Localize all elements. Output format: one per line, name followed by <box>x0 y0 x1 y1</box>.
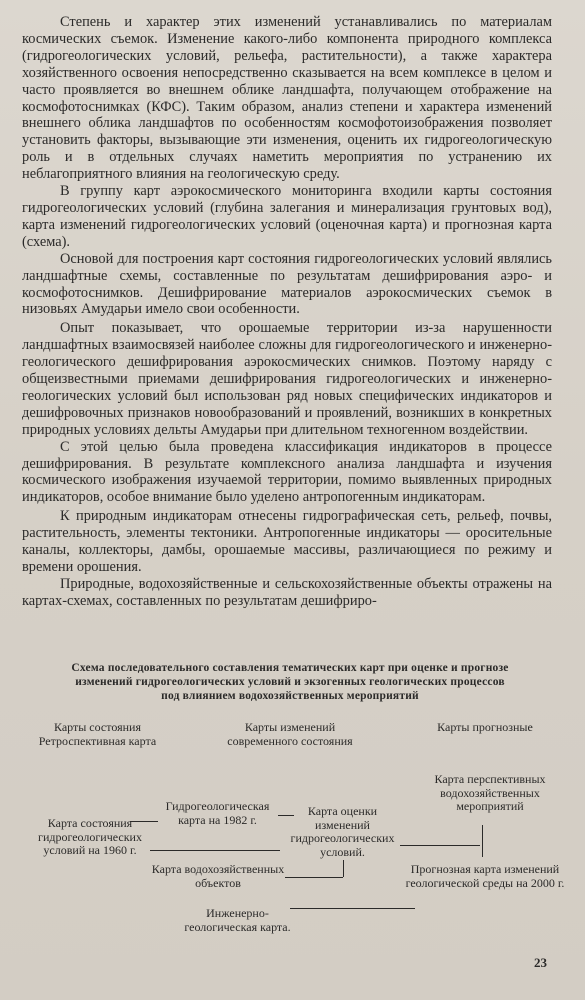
box-state-1960: Карта состояния гидрогеологических условий на 1960 г. <box>38 816 142 857</box>
paragraph-4: Опыт показывает, что орошаемые территории из-за нарушенности ландшафтных взаимосвязей наиболее сложны для гидрогеологического и инженерно-геологического дешифрирования аэрокосмических снимков. Поэтому наряду с общеизвестными приемами дешифрирования гидрогеологических и инженерно-геологических условий был использован ряд новых специфических индикаторов и дешифровочных признаков новообразований и проявлений, возникших в конкретных природных условиях дельты Амударьи при длительном техногенном воздействии. <box>22 320 552 438</box>
paragraph-7: Природные, водохозяйственные и сельскохозяйственные объекты отражены на картах-схемах, составленных по результатам дешифриро- <box>22 575 552 609</box>
box-perspective-measures: Карта перспективных водохозяйственных мероприятий <box>434 772 546 813</box>
arrow-water-vertical <box>343 860 344 877</box>
paragraph-5: С этой целью была проведена классификация индикаторов в процессе дешифрирования. В результате комплексного анализа ландшафта и изучения космического изображения изучаемой территории, помимо выявленных природных индикаторов, особое внимание было уделено антропогенным индикаторам. <box>22 438 552 506</box>
arrow-hydro-to-assessment <box>278 815 294 816</box>
scheme-title: Схема последовательного составления тематических карт при оценке и прогнозе изменений гидрогеологических условий и экзогенных геологических процессов под влиянием водохозяйственных мероприятий <box>71 662 509 702</box>
paragraph-6: К природным индикаторам отнесены гидрографическая сеть, рельеф, почвы, растительность, элементы тектоники. Антропогенные индикаторы — оросительные каналы, коллекторы, дамбы, орошаемые массивы, различающиеся по режиму и времени орошения. <box>22 508 552 575</box>
arrow-engineering-to-forecast <box>290 908 415 909</box>
column-header-state: Карты состояния Ретроспективная карта <box>38 720 157 748</box>
arrow-assessment-to-forecast <box>400 845 480 846</box>
arrow-state-to-hydro <box>130 821 158 822</box>
box-assessment: Карта оценки изменений гидрогеологических условий. <box>290 804 395 859</box>
page-number: 23 <box>534 955 547 970</box>
box-forecast-2000: Прогнозная карта изменений геологической среды на 2000 г. <box>405 862 565 890</box>
paragraph-3: Основой для построения карт состояния гидрогеологических условий являлись ландшафтные схемы, составленные по результатам дешифрирования аэро- и космофотоснимков. Дешифрирование материалов аэрокосмических съемок в низовьях Амударьи имело свои особенности. <box>22 250 552 318</box>
arrow-lower-connector <box>150 850 280 851</box>
box-hydrogeological-1982: Гидрогеологическая карта на 1982 г. <box>165 799 270 827</box>
body-text <box>22 14 552 610</box>
arrow-water-to-assessment <box>285 877 343 878</box>
map-sequence-scheme <box>0 655 585 955</box>
column-header-forecast: Карты прогнозные <box>437 720 533 734</box>
paragraph-2: В группу карт аэрокосмического мониторинга входили карты состояния гидрогеологических условий (глубина залегания и минерализация грунтовых вод), карта изменений гидрогеологических условий (оценочная карта) и прогнозная карта (схема). <box>22 183 552 250</box>
arrow-perspective-to-forecast <box>482 825 483 857</box>
paragraph-1: Степень и характер этих изменений устанавливались по материалам космических съемок. Изменение какого-либо компонента природного комплекса (гидрогеологических условий, рельефа, растительности), а также характера хозяйственного освоения непосредственно сказывается на всем комплексе в целом и часто проявляется во внешнем облике ландшафта, получающем отображение на космофотоснимках (КФС). Таким образом, анализ степени и характера изменений внешнего облика ландшафтов по особенностям космофотоизображения позволяет установить факторы, вызывающие эти изменения, оценить их гидрогеологическую роль и в отдельных случаях наметить мероприятия по устранению их неблагоприятного влияния на геологическую среду. <box>22 14 552 183</box>
box-engineering-geology: Инженерно-геологическая карта. <box>184 906 291 934</box>
box-water-objects: Карта водохозяйственных объектов <box>151 862 285 890</box>
column-header-changes: Карты изменений современного состояния <box>227 720 353 748</box>
